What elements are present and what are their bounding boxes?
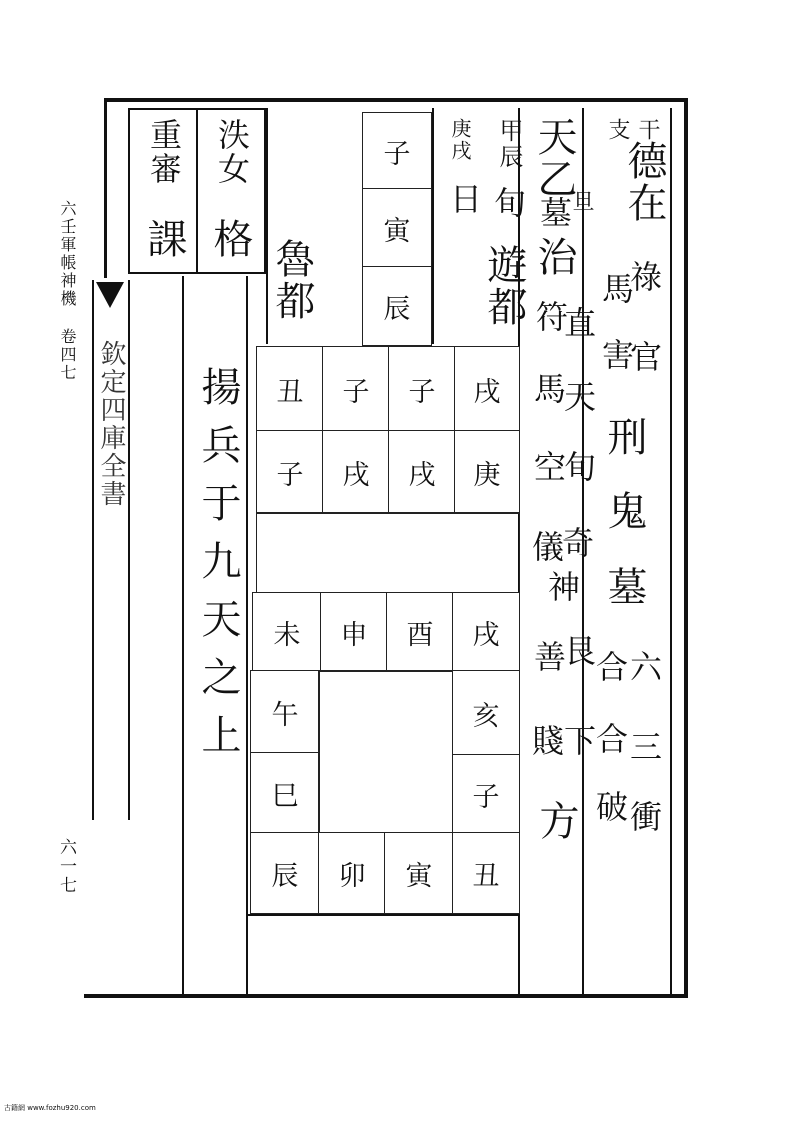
fang-label: 方 <box>533 800 579 842</box>
lu-label: 祿 <box>625 260 663 294</box>
tian-label: 天 <box>559 380 597 414</box>
ri-label: 日 <box>445 182 483 216</box>
lesson-bottom-4: 子 <box>256 430 324 514</box>
volume-label: 卷四七 <box>58 328 77 382</box>
ke-label: 課 <box>141 218 187 260</box>
chong-label: 衝 <box>625 800 663 834</box>
plate-top-3: 申 <box>320 592 388 672</box>
ge-label: 格 <box>207 218 253 260</box>
frame-right <box>684 98 688 998</box>
plate-bottom-1: 丑 <box>452 832 520 914</box>
xun-label: 旬 <box>559 450 597 484</box>
lesson-top-2: 子 <box>388 346 456 432</box>
yang-text: 揚兵于九天之上 <box>195 366 241 772</box>
gui-label: 鬼 <box>601 490 647 532</box>
shan-label: 善 <box>529 640 567 674</box>
youdu-label: 遊都 <box>481 244 527 328</box>
course-cell-3: 辰 <box>362 266 432 346</box>
xun2-label: 旬 <box>489 186 527 220</box>
page-number: 六一七 <box>56 838 76 895</box>
lesson-bottom-3: 戌 <box>322 430 390 514</box>
gan-label: 干 <box>635 118 660 142</box>
spine-fishtail <box>96 282 124 308</box>
he-label-1: 合 <box>591 650 629 684</box>
plate-top-2: 酉 <box>386 592 454 672</box>
course-cell-1: 子 <box>362 112 432 190</box>
san-label: 三 <box>625 730 663 764</box>
plate-bottom-4: 辰 <box>250 832 320 914</box>
kong-label: 空 <box>529 450 567 484</box>
dan-label: 旦 <box>569 190 594 214</box>
col-sep-6 <box>432 108 434 344</box>
ludu-label: 魯都 <box>269 238 315 322</box>
empty-row <box>256 512 520 594</box>
frame-top <box>104 98 688 102</box>
footer-site: 古籍網 www.fozhu920.com <box>4 1104 96 1112</box>
jian-label: 賤 <box>527 724 565 758</box>
gengxu-label: 庚戌 <box>448 118 472 162</box>
dezai-label: 德在 <box>621 140 667 224</box>
zhi-label: 支 <box>605 118 630 142</box>
frame-inner-right <box>670 108 672 994</box>
gen-label: 艮 <box>559 634 597 668</box>
plate-right-1: 亥 <box>452 670 520 756</box>
xing-label: 刑 <box>601 416 647 458</box>
plate-left-2: 巳 <box>250 752 320 834</box>
jiachen-label: 甲辰 <box>495 118 523 170</box>
mu-label: 墓 <box>601 566 647 608</box>
zhi3-label: 直 <box>559 306 597 340</box>
plate-bottom-2: 寅 <box>384 832 454 914</box>
header-box-divider <box>196 108 198 274</box>
he-label-2: 合 <box>591 722 629 756</box>
frame-bottom <box>84 994 688 998</box>
book-title: 六壬軍帳神機 <box>58 200 77 308</box>
frame-left <box>104 98 107 278</box>
spine-text: 欽定四庫全書 <box>96 340 126 508</box>
lesson-top-1: 戌 <box>454 346 520 432</box>
lesson-top-4: 丑 <box>256 346 324 432</box>
col-sep-2 <box>246 276 248 994</box>
yinu-label: 泆女 <box>213 118 251 186</box>
ma-label: 馬 <box>597 272 635 306</box>
qi-label: 奇 <box>557 526 595 560</box>
zhi2-label: 治 <box>531 236 577 278</box>
plate-right-2: 子 <box>452 754 520 834</box>
course-cell-2: 寅 <box>362 188 432 268</box>
fu-label: 符 <box>531 300 569 334</box>
chonshen-label: 重審 <box>145 118 183 186</box>
plate-top-1: 戌 <box>452 592 520 672</box>
plate-left-1: 午 <box>250 670 320 754</box>
plate-top-4: 未 <box>252 592 322 672</box>
col-sep-3 <box>266 108 268 344</box>
tianyi-label: 天乙 <box>531 116 577 200</box>
plate-center <box>318 670 454 834</box>
lesson-bottom-2: 戌 <box>388 430 456 514</box>
lesson-bottom-1: 庚 <box>454 430 520 514</box>
mu2-label: 墓 <box>535 196 573 230</box>
liu-label: 六 <box>625 650 663 684</box>
xia-label: 下 <box>559 724 597 758</box>
ma2-label: 馬 <box>529 372 567 406</box>
plate-bottom-3: 卯 <box>318 832 386 914</box>
lesson-top-3: 子 <box>322 346 390 432</box>
plate-bottom-line <box>246 914 520 916</box>
col-sep-1 <box>182 276 184 994</box>
shen-label: 神 <box>543 570 581 604</box>
guan-label: 官 <box>625 340 663 374</box>
yi-label: 儀 <box>527 530 565 564</box>
hai-label: 害 <box>597 338 635 372</box>
po-label: 破 <box>591 790 629 824</box>
